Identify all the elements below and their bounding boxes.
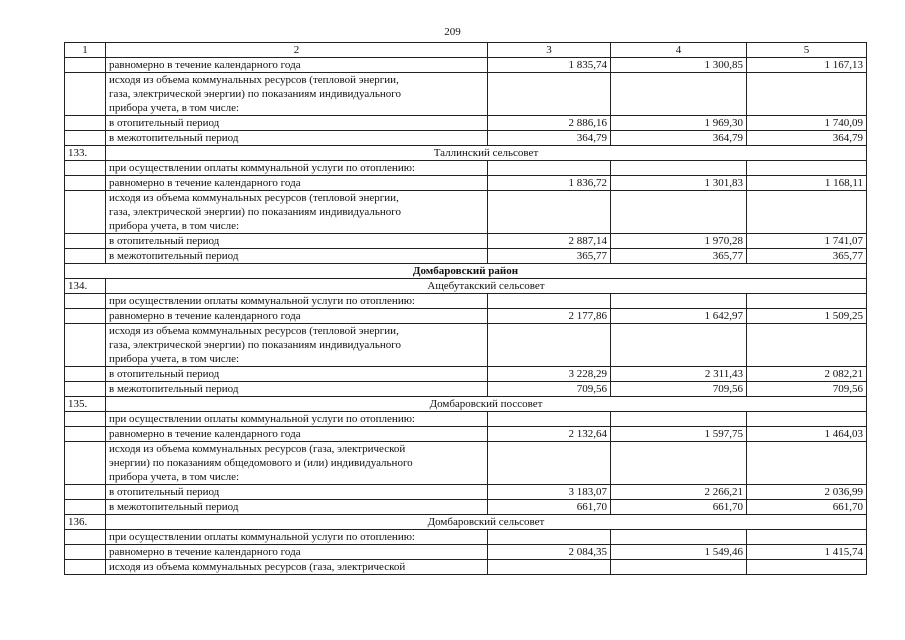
row-number-cell <box>65 442 106 485</box>
value-cell <box>488 412 611 427</box>
header-cell: 1 <box>65 43 106 58</box>
row-label: в отопительный период <box>106 485 488 500</box>
value-cell: 1 549,46 <box>611 545 747 560</box>
value-cell <box>488 324 611 367</box>
section-row <box>65 146 867 161</box>
header-cell: 2 <box>106 43 488 58</box>
section-title: Таллинский сельсовет <box>106 146 867 161</box>
value-cell: 2 084,35 <box>488 545 611 560</box>
value-cell: 365,77 <box>611 249 747 264</box>
value-cell: 1 597,75 <box>611 427 747 442</box>
value-cell <box>747 560 867 575</box>
value-cell: 1 741,07 <box>747 234 867 249</box>
value-cell: 2 177,86 <box>488 309 611 324</box>
row-label: в межотопительный период <box>106 382 488 397</box>
value-cell <box>611 530 747 545</box>
district-title: Домбаровский район <box>65 264 867 279</box>
value-cell <box>488 161 611 176</box>
row-number-cell <box>65 382 106 397</box>
value-cell <box>747 191 867 234</box>
table-row <box>65 427 867 442</box>
value-cell: 1 836,72 <box>488 176 611 191</box>
description-row <box>65 530 867 545</box>
section-title: Домбаровский сельсовет <box>106 515 867 530</box>
description-row <box>65 560 867 575</box>
section-number: 133. <box>65 146 106 161</box>
description-row <box>65 294 867 309</box>
value-cell <box>488 442 611 485</box>
value-cell: 1 969,30 <box>611 116 747 131</box>
section-title: Ащебутакский сельсовет <box>106 279 867 294</box>
value-cell <box>611 324 747 367</box>
table-row <box>65 485 867 500</box>
row-number-cell <box>65 427 106 442</box>
value-cell <box>611 442 747 485</box>
value-cell: 1 167,13 <box>747 58 867 73</box>
value-cell <box>747 442 867 485</box>
page-number: 209 <box>444 26 461 38</box>
row-number-cell <box>65 560 106 575</box>
row-label: равномерно в течение календарного года <box>106 58 488 73</box>
table-row <box>65 382 867 397</box>
row-number-cell <box>65 412 106 427</box>
value-cell: 2 311,43 <box>611 367 747 382</box>
value-cell: 365,77 <box>488 249 611 264</box>
value-cell <box>488 294 611 309</box>
value-cell: 2 266,21 <box>611 485 747 500</box>
row-label: равномерно в течение календарного года <box>106 176 488 191</box>
value-cell <box>747 73 867 116</box>
value-cell: 2 887,14 <box>488 234 611 249</box>
row-number-cell <box>65 367 106 382</box>
row-label: в отопительный период <box>106 234 488 249</box>
value-cell <box>747 161 867 176</box>
row-number-cell <box>65 131 106 146</box>
row-number-cell <box>65 176 106 191</box>
row-description: исходя из объема коммунальных ресурсов (тепловой энергии, газа, электрической энергии) по показаниям индивидуального прибора учета, в том числе: <box>106 73 488 116</box>
value-cell: 2 082,21 <box>747 367 867 382</box>
description-row <box>65 191 867 234</box>
table-row <box>65 545 867 560</box>
value-cell <box>611 191 747 234</box>
value-cell <box>747 294 867 309</box>
tariff-table <box>64 42 867 575</box>
row-number-cell <box>65 191 106 234</box>
section-row <box>65 397 867 412</box>
section-number: 135. <box>65 397 106 412</box>
value-cell: 2 886,16 <box>488 116 611 131</box>
value-cell: 1 509,25 <box>747 309 867 324</box>
description-row <box>65 442 867 485</box>
table-row <box>65 500 867 515</box>
header-cell: 3 <box>488 43 611 58</box>
value-cell: 1 168,11 <box>747 176 867 191</box>
value-cell: 709,56 <box>747 382 867 397</box>
value-cell: 709,56 <box>611 382 747 397</box>
section-number: 134. <box>65 279 106 294</box>
row-number-cell <box>65 500 106 515</box>
row-label: в межотопительный период <box>106 249 488 264</box>
value-cell <box>611 161 747 176</box>
description-row <box>65 73 867 116</box>
value-cell <box>747 412 867 427</box>
table-row <box>65 58 867 73</box>
header-cell: 4 <box>611 43 747 58</box>
description-row <box>65 161 867 176</box>
row-description: исходя из объема коммунальных ресурсов (газа, электрической энергии) по показаниям общедомового и (или) индивидуального прибора учета, в том числе: <box>106 442 488 485</box>
description-row <box>65 324 867 367</box>
value-cell: 1 415,74 <box>747 545 867 560</box>
row-label: равномерно в течение календарного года <box>106 545 488 560</box>
table-row <box>65 176 867 191</box>
value-cell: 709,56 <box>488 382 611 397</box>
value-cell: 661,70 <box>611 500 747 515</box>
section-row <box>65 515 867 530</box>
row-number-cell <box>65 324 106 367</box>
value-cell <box>488 73 611 116</box>
row-number-cell <box>65 309 106 324</box>
row-number-cell <box>65 530 106 545</box>
header-cell: 5 <box>747 43 867 58</box>
header-row <box>65 43 867 58</box>
value-cell: 364,79 <box>611 131 747 146</box>
value-cell <box>488 191 611 234</box>
value-cell <box>611 294 747 309</box>
row-number-cell <box>65 234 106 249</box>
value-cell: 1 300,85 <box>611 58 747 73</box>
row-number-cell <box>65 294 106 309</box>
value-cell <box>488 560 611 575</box>
value-cell <box>747 530 867 545</box>
row-number-cell <box>65 249 106 264</box>
value-cell: 2 036,99 <box>747 485 867 500</box>
row-description: при осуществлении оплаты коммунальной услуги по отоплению: <box>106 412 488 427</box>
row-description: при осуществлении оплаты коммунальной услуги по отоплению: <box>106 530 488 545</box>
value-cell <box>611 560 747 575</box>
section-title: Домбаровский поссовет <box>106 397 867 412</box>
value-cell: 2 132,64 <box>488 427 611 442</box>
district-row <box>65 264 867 279</box>
row-label: в межотопительный период <box>106 500 488 515</box>
table-row <box>65 116 867 131</box>
row-description: исходя из объема коммунальных ресурсов (тепловой энергии, газа, электрической энергии) по показаниям индивидуального прибора учета, в том числе: <box>106 324 488 367</box>
value-cell <box>747 324 867 367</box>
row-number-cell <box>65 73 106 116</box>
value-cell: 364,79 <box>488 131 611 146</box>
row-description: исходя из объема коммунальных ресурсов (газа, электрической <box>106 560 488 575</box>
description-row <box>65 412 867 427</box>
row-label: равномерно в течение календарного года <box>106 309 488 324</box>
table-row <box>65 131 867 146</box>
value-cell: 661,70 <box>747 500 867 515</box>
value-cell: 1 835,74 <box>488 58 611 73</box>
row-label: в отопительный период <box>106 116 488 131</box>
value-cell <box>611 412 747 427</box>
value-cell: 365,77 <box>747 249 867 264</box>
value-cell: 1 970,28 <box>611 234 747 249</box>
row-description: при осуществлении оплаты коммунальной услуги по отоплению: <box>106 161 488 176</box>
row-label: равномерно в течение календарного года <box>106 427 488 442</box>
row-number-cell <box>65 485 106 500</box>
section-row <box>65 279 867 294</box>
value-cell: 1 301,83 <box>611 176 747 191</box>
row-label: в отопительный период <box>106 367 488 382</box>
row-number-cell <box>65 545 106 560</box>
value-cell: 1 464,03 <box>747 427 867 442</box>
row-number-cell <box>65 58 106 73</box>
row-description: при осуществлении оплаты коммунальной услуги по отоплению: <box>106 294 488 309</box>
value-cell: 3 183,07 <box>488 485 611 500</box>
value-cell: 364,79 <box>747 131 867 146</box>
row-number-cell <box>65 116 106 131</box>
value-cell: 661,70 <box>488 500 611 515</box>
table-row <box>65 249 867 264</box>
table-row <box>65 309 867 324</box>
value-cell: 1 642,97 <box>611 309 747 324</box>
value-cell <box>611 73 747 116</box>
value-cell: 1 740,09 <box>747 116 867 131</box>
row-label: в межотопительный период <box>106 131 488 146</box>
row-number-cell <box>65 161 106 176</box>
value-cell: 3 228,29 <box>488 367 611 382</box>
section-number: 136. <box>65 515 106 530</box>
value-cell <box>488 530 611 545</box>
table-row <box>65 367 867 382</box>
table-row <box>65 234 867 249</box>
row-description: исходя из объема коммунальных ресурсов (тепловой энергии, газа, электрической энергии) по показаниям индивидуального прибора учета, в том числе: <box>106 191 488 234</box>
